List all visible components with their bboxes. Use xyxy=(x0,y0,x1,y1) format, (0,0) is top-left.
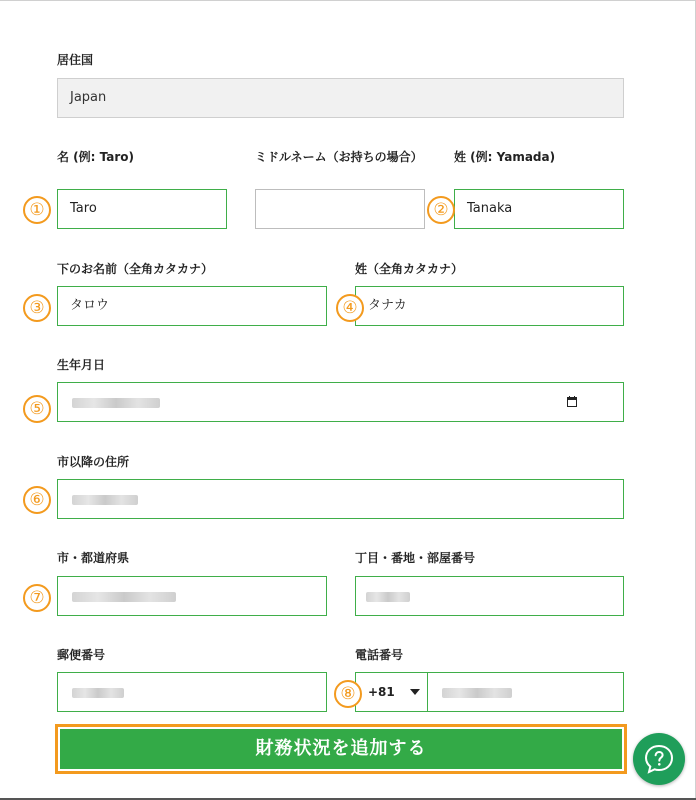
marker-5: ⑤ xyxy=(23,395,51,423)
address-label: 市以降の住所 xyxy=(57,455,130,469)
prefecture-input[interactable] xyxy=(57,576,327,616)
frame-top-border xyxy=(0,0,696,1)
last-name-kana-label: 姓（全角カタカナ） xyxy=(355,262,464,276)
last-name-kana-input[interactable]: タナカ xyxy=(355,286,624,326)
marker-2: ② xyxy=(427,196,455,224)
marker-4: ④ xyxy=(336,294,364,322)
calendar-icon[interactable] xyxy=(567,396,577,407)
redacted-value xyxy=(72,495,138,505)
help-button[interactable] xyxy=(633,733,685,785)
marker-8: ⑧ xyxy=(334,680,362,708)
last-name-input[interactable]: Tanaka xyxy=(454,189,624,229)
prefecture-label: 市・都道府県 xyxy=(57,551,130,565)
country-label: 居住国 xyxy=(57,53,94,67)
address-input[interactable] xyxy=(57,479,624,519)
chevron-down-icon xyxy=(410,689,420,695)
first-name-kana-label: 下のお名前（全角カタカナ） xyxy=(57,262,214,276)
redacted-value xyxy=(72,592,176,602)
middle-name-label: ミドルネーム（お持ちの場合） xyxy=(255,150,423,164)
submit-highlight xyxy=(55,724,627,774)
marker-1: ① xyxy=(23,196,51,224)
first-name-label: 名 (例: Taro) xyxy=(57,150,135,164)
phone-field xyxy=(355,672,624,712)
phone-label: 電話番号 xyxy=(355,648,404,662)
redacted-value xyxy=(72,398,160,408)
marker-6: ⑥ xyxy=(23,486,51,514)
birthdate-label: 生年月日 xyxy=(57,358,106,372)
marker-7: ⑦ xyxy=(23,584,51,612)
phone-country-code: +81 xyxy=(368,685,395,699)
building-label: 丁目・番地・部屋番号 xyxy=(355,551,476,565)
middle-name-input[interactable] xyxy=(255,189,425,229)
postal-code-input[interactable] xyxy=(57,672,327,712)
postal-code-label: 郵便番号 xyxy=(57,648,106,662)
redacted-value xyxy=(366,592,410,602)
phone-number-redacted[interactable] xyxy=(442,688,512,698)
phone-country-select[interactable] xyxy=(356,673,428,711)
add-financial-status-button[interactable]: 財務状況を追加する xyxy=(60,729,622,769)
birthdate-input[interactable] xyxy=(57,382,624,422)
marker-3: ③ xyxy=(23,294,51,322)
country-field[interactable]: Japan xyxy=(57,78,624,118)
building-input[interactable] xyxy=(355,576,624,616)
help-question-icon xyxy=(633,733,685,785)
first-name-input[interactable]: Taro xyxy=(57,189,227,229)
last-name-label: 姓 (例: Yamada) xyxy=(454,150,556,164)
redacted-value xyxy=(72,688,124,698)
first-name-kana-input[interactable]: タロウ xyxy=(57,286,327,326)
